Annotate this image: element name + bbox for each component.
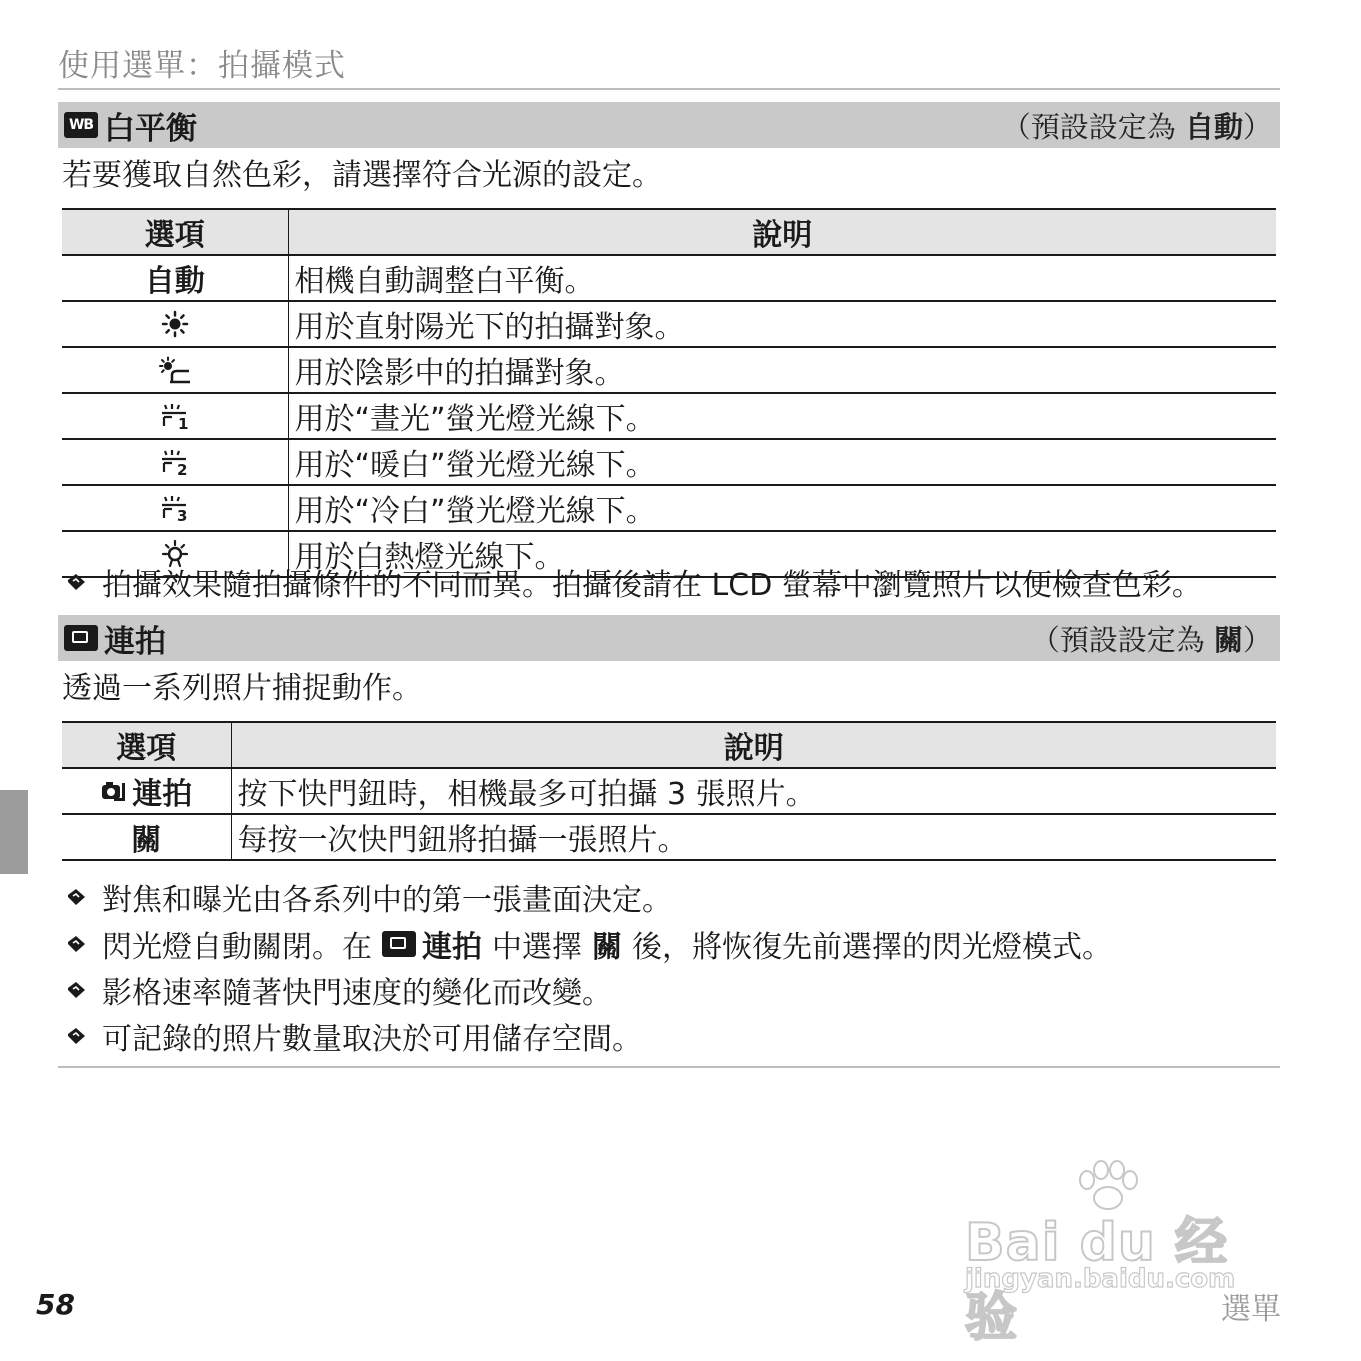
table-header-row (62, 209, 1276, 255)
option-off: 關 (62, 814, 231, 860)
option-desc: 每按一次快門鈕將拍攝一張照片。 (231, 814, 1276, 860)
table-row (62, 768, 1276, 814)
wb-section-bar (58, 102, 1280, 148)
watermark-url: jingyan.baidu.com (965, 1264, 1236, 1294)
burst-note-3 (64, 968, 612, 1012)
burst-note-post: 後，將恢復先前選擇的閃光燈模式。 (632, 930, 1112, 965)
option-burst-label: 連拍 (132, 777, 193, 812)
note-icon (64, 978, 88, 1002)
option-desc: 用於“暖白”螢光燈光線下。 (288, 439, 1276, 485)
burst-default-prefix: （預設設定為 (1030, 622, 1205, 657)
wb-default-prefix: （預設設定為 (1001, 109, 1176, 144)
burst-intro: 透過一系列照片捕捉動作。 (62, 671, 422, 706)
page-number: 58 (36, 1288, 75, 1321)
header-divider (58, 88, 1280, 90)
continuous-icon (64, 625, 98, 651)
option-desc: 用於“晝光”螢光燈光線下。 (288, 393, 1276, 439)
burst-note-bold1: 連拍 (422, 930, 482, 965)
option-auto: 自動 (62, 255, 288, 301)
burst-note-2 (64, 922, 1112, 966)
note-icon (64, 932, 88, 956)
burst-section-bar (58, 615, 1280, 661)
footer-section-label: 選單 (1221, 1292, 1281, 1327)
burst-note-4 (64, 1014, 642, 1058)
sun-icon (161, 310, 189, 338)
note-icon (64, 1024, 88, 1048)
table-row (62, 393, 1276, 439)
col-desc-header: 說明 (288, 209, 1276, 255)
fluorescent-2-icon (160, 448, 190, 476)
note-icon (64, 570, 88, 594)
burst-note-1 (64, 875, 672, 919)
burst-note-mid: 中選擇 (492, 930, 582, 965)
option-desc: 用於“冷白”螢光燈光線下。 (288, 485, 1276, 531)
burst-note-bold2: 關 (592, 930, 622, 965)
table-row (62, 814, 1276, 860)
table-row (62, 439, 1276, 485)
watermark-brand: Bai du 经验 (965, 1213, 1228, 1348)
burst-note-text: 對焦和曝光由各系列中的第一張畫面決定。 (102, 883, 672, 918)
svg-text:3: 3 (176, 507, 188, 522)
wb-note-text: 拍攝效果隨拍攝條件的不同而異。拍攝後請在 LCD 螢幕中瀏覽照片以便檢查色彩。 (102, 568, 1202, 603)
chapter-tab (0, 790, 28, 874)
fluorescent-1-icon (160, 402, 190, 430)
shade-icon (159, 356, 191, 384)
col-desc-header: 說明 (231, 722, 1276, 768)
col-option-header: 選項 (62, 209, 288, 255)
note-icon (64, 885, 88, 909)
wb-options-table (62, 208, 1276, 578)
burst-default-setting (1031, 618, 1272, 659)
table-row (62, 301, 1276, 347)
wb-default-value: 自動 (1184, 109, 1243, 144)
footer-divider (58, 1066, 1280, 1068)
burst-note-text: 可記錄的照片數量取決於可用儲存空間。 (102, 1022, 642, 1057)
fluorescent-3-icon (160, 494, 190, 522)
burst-section-title: 連拍 (104, 623, 166, 660)
wb-default-suffix: ） (1242, 109, 1272, 144)
burst-note-text: 影格速率隨著快門速度的變化而改變。 (102, 976, 612, 1011)
svg-text:2: 2 (176, 461, 188, 476)
wb-note (64, 560, 1202, 604)
burst-default-suffix: ） (1242, 622, 1272, 657)
burst-icon (100, 779, 130, 803)
burst-note-pre: 閃光燈自動關閉。在 (102, 930, 372, 965)
table-row (62, 255, 1276, 301)
continuous-icon (382, 931, 416, 957)
option-desc: 用於陰影中的拍攝對象。 (288, 347, 1276, 393)
wb-default-setting (1002, 105, 1272, 146)
option-desc: 用於白熱燈光線下。 (288, 531, 1276, 577)
table-row (62, 347, 1276, 393)
col-option-header: 選項 (62, 722, 231, 768)
wb-section-title: 白平衡 (104, 110, 197, 147)
option-desc: 按下快門鈕時，相機最多可拍攝 3 張照片。 (231, 768, 1276, 814)
option-desc: 相機自動調整白平衡。 (288, 255, 1276, 301)
page-header-title: 使用選單：拍攝模式 (58, 48, 346, 84)
burst-options-table (62, 721, 1276, 861)
wb-icon: WB (64, 112, 98, 138)
wb-intro: 若要獲取自然色彩，請選擇符合光源的設定。 (62, 158, 662, 193)
table-header-row (62, 722, 1276, 768)
svg-text:1: 1 (177, 415, 189, 430)
burst-default-value: 關 (1213, 622, 1243, 657)
table-row (62, 485, 1276, 531)
option-desc: 用於直射陽光下的拍攝對象。 (288, 301, 1276, 347)
